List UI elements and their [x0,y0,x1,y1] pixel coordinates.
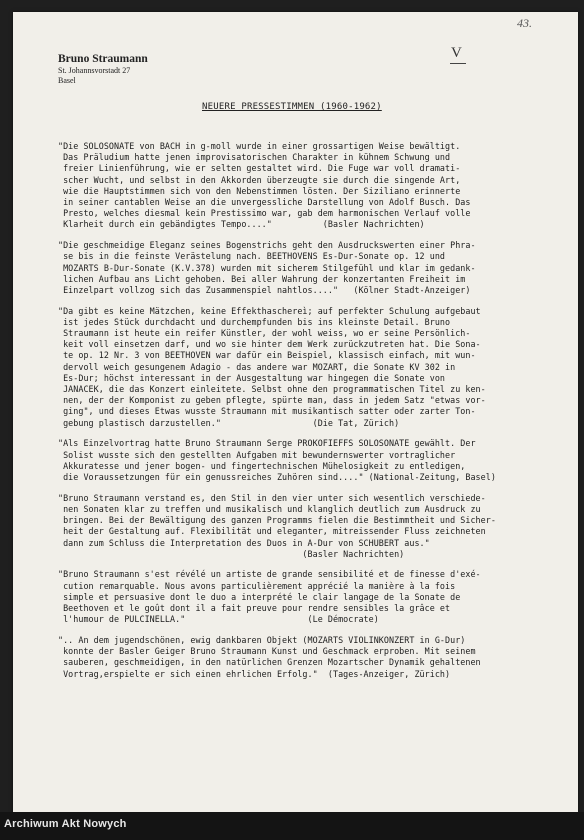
sender-name: Bruno Straumann [58,53,148,65]
roman-underline [450,63,466,64]
press-quote [58,306,538,429]
quote-line: Solist wusste sich den gestellten Aufgaben mit bewundernswerter vortraglicher [58,449,456,460]
quote-line: "Als Einzelvortrag hatte Bruno Straumann Serge PROKOFIEFFS SOLOSONATE gewählt. Der [58,438,476,449]
sender-street: St. Johannsvorstadt 27 [58,66,131,75]
press-quote [58,569,538,625]
quote-line: JANACEK, die das Konzert einleitete. Selbst ohne den programmatischen Titel zu ken- [58,384,486,395]
sender-city: Basel [58,75,76,85]
press-quote [58,493,538,560]
quote-line: heit der Gestaltung auf. Flexibilität und eleganter, mitreissender Fluss zeichneten [58,526,486,537]
quote-line: Presto, welches diesmal kein Prestissimo war, gab dem harmonischen Verlauf volle [58,208,471,219]
quote-line: "Bruno Straumann verstand es, den Stil in den vier unter sich wesentlich verschiede- [58,492,486,503]
quote-line: Straumann ist heute ein reifer Künstler, der wohl weiss, wo er seine Persönlich- [58,328,471,339]
quote-line: "Die geschmeidige Eleganz seines Bogenstrichs geht den Ausdruckswerten einer Phra- [58,240,476,251]
quote-line: ".. An dem jugendschönen, ewig dankbaren Objekt (MOZARTS VIOLINKONZERT in G-Dur) [58,634,466,645]
archive-footer-label: Archiwum Akt Nowych [4,818,127,830]
quote-line: nen, der der Komponist zu geben pflegte, spürte man, dass in jedem Satz "etwas vor- [58,395,486,406]
archive-footer [0,812,584,840]
quote-line: te op. 12 Nr. 3 von BEETHOVEN war dafür ein Beispiel, klassisch einfach, mit wun- [58,350,476,361]
quote-line: Akkuratesse und jener bogen- und fingertechnischen Mühelosigkeit zu entledigen, [58,460,466,471]
quote-line: scher Wucht, und selbst in den Akkorden überzeugte sie durch die singende Art, [58,174,461,185]
press-quote [58,438,538,483]
quote-line: die Voraussetzungen für ein genussreiches Zuhören sind...." (National-Zeitung, Basel) [58,471,496,482]
press-quote [58,141,538,231]
quote-line: "Da gibt es keine Mätzchen, keine Effekthaschereì; auf perfekter Schulung aufgebaut [58,305,481,316]
sender-block [58,53,148,85]
quote-line: MOZARTS B-Dur-Sonate (K.V.378) wurden mit sicherem Stilgefühl und klar im gedank- [58,262,476,273]
document-heading: NEUERE PRESSESTIMMEN (1960-1962) [202,102,382,112]
quote-line: Klarheit durch ein gebändigtes Tempo...." (Basler Nachrichten) [58,219,425,230]
quote-line: freier Linienführung, wie er selten gestaltet wird. Die Fuge war voll dramati- [58,163,461,174]
quote-line: cution remarquable. Nous avons particulièrement apprécié la manière à la fois [58,580,456,591]
quote-line: keit voll einsetzen darf, und wo sie hinter dem Werk zurückzutreten hat. Die Sona- [58,339,481,350]
quote-line: nen Sonaten klar zu treffen und musikalisch und klanglich deutlich zum Ausdruck zu [58,503,481,514]
quote-line: "Die SOLOSONATE von BACH in g-moll wurde in einer grossartigen Weise bewältigt. [58,141,461,151]
quote-line: wie die Hauptstimmen sich von den Nebenstimmen lösten. Der Siziliano erinnerte [58,185,461,196]
quote-line: se bis in die feinste Verästelung nach. BEETHOVENS Es-Dur-Sonate op. 12 und [58,251,446,262]
quote-line: Vortrag,erspielte er sich einen ehrlichen Erfolg." (Tages-Anzeiger, Zürich) [58,668,451,679]
quote-line: ist jedes Stück durchdacht und durchempfunden bis ins kleinste Detail. Bruno [58,316,451,327]
quote-line: Es-Dur; höchst interessant in der Ausgestaltung war hingegen die Sonate von [58,372,446,383]
quote-line: Beethoven et le goût dont il a fait preuve pour rendre sensibles la grâce et [58,603,451,614]
quote-line: (Basler Nachrichten) [58,548,405,559]
press-quote [58,240,538,296]
quote-line: ging", und dieses Etwas wusste Straumann mit musikantisch satter oder zarter Ton- [58,406,476,417]
quote-line: dervoll weich gesungenem Adagio - das andere war MOZART, die Sonate KV 302 in [58,361,456,372]
quote-line: lichen Aufbau ans Licht gehoben. Bei aller Wahrung der konzertanten Freiheit im [58,273,466,284]
quote-line: konnte der Basler Geiger Bruno Straumann Kunst und Geschmack erproben. Mit seinem [58,646,476,657]
quote-line: Einzelpart vollzog sich das Zusammenspiel nahtlos...." (Kölner Stadt-Anzeiger) [58,284,471,295]
quote-line: bringen. Bei der Bewältigung des ganzen Programms fielen die Bestimmtheit und Sicher- [58,515,496,526]
press-quote [58,635,538,680]
quote-line: l'humour de PULCINELLA." (Le Démocrate) [58,614,379,625]
quote-line: Das Präludium hatte jenen improvisatorischen Charakter in kühnem Schwung und [58,152,451,163]
roman-numeral: V [451,45,462,61]
quote-line: simple et persuasive dont le duo a interprété le clair langage de la Sonate de [58,591,461,602]
quote-line: "Bruno Straumann s'est révélé un artiste de grande sensibilité et de finesse d'exé- [58,569,481,580]
quote-line: dann zum Schluss die Interpretation des Duos in A-Dur von SCHUBERT aus." [58,537,430,548]
quote-line: gebung plastisch darzustellen." (Die Tat, Zürich) [58,417,400,428]
page-number: 43. [517,16,532,30]
quote-line: sauberen, geschmeidigen, in den natürlichen Grenzen Mozartscher Dynamik gehaltenen [58,657,481,668]
quote-line: in seiner cantablen Weise an die unvergessliche Darstellung von Adolf Busch. Das [58,197,471,208]
press-quotes [58,141,538,689]
